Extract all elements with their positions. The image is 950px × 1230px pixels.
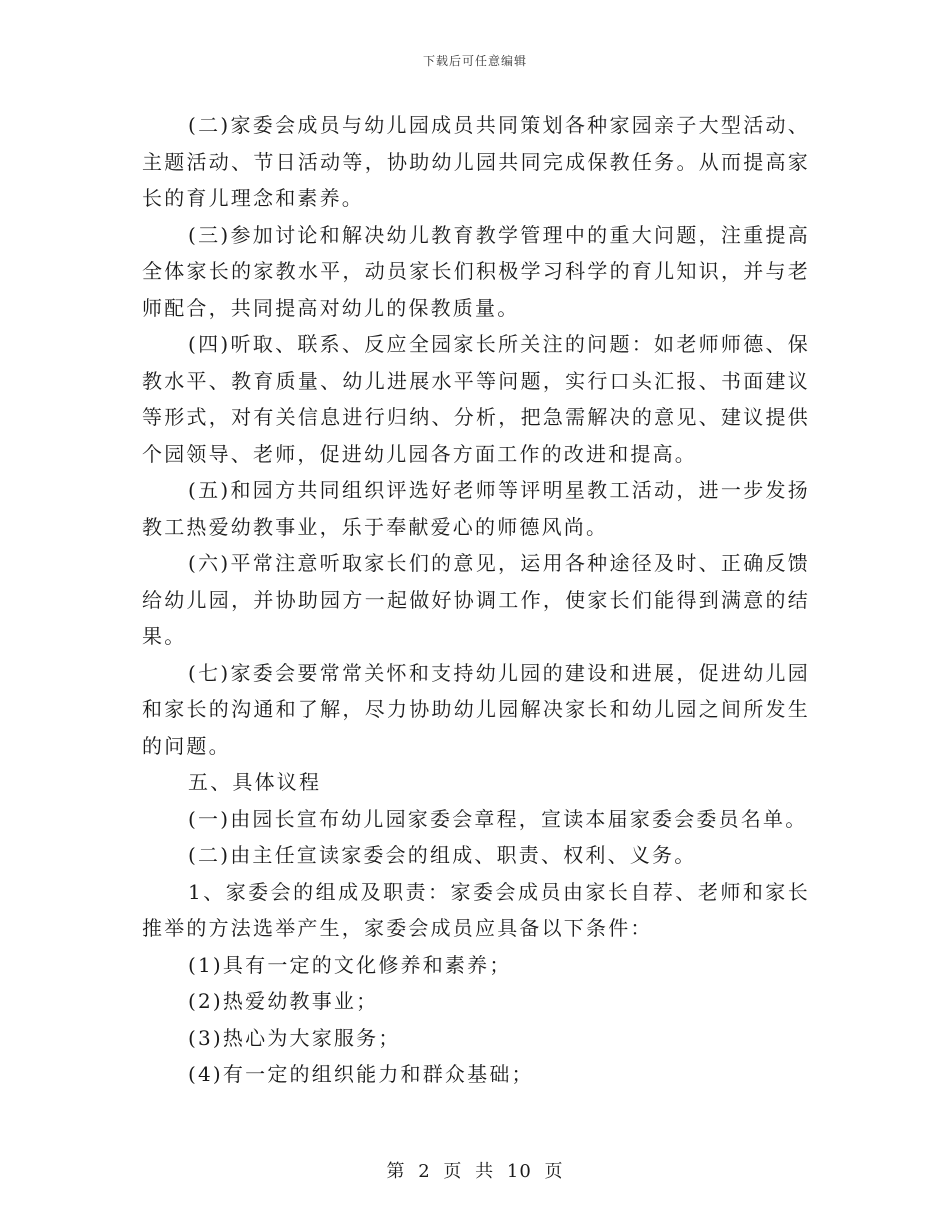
paragraph: (六)平常注意听取家长们的意见，运用各种途径及时、正确反馈给幼儿园，并协助园方一起做好协调工作，使家长们能得到满意的结果。: [142, 551, 810, 648]
total-label: 共: [475, 1161, 495, 1182]
current-page-number: 2: [418, 1161, 431, 1182]
paragraph: (二)家委会成员与幼儿园成员共同策划各种家园亲子大型活动、主题活动、节日活动等，协助幼儿园共同完成保教任务。从而提高家长的育儿理念和素养。: [142, 113, 810, 210]
section-heading: 五、具体议程: [188, 770, 322, 794]
paragraph: (一)由园长宣布幼儿园家委会章程，宣读本届家委会委员名单。: [188, 806, 808, 831]
document-body: [142, 107, 810, 1093]
page-label-prefix: 第: [386, 1161, 406, 1182]
header-note: 下载后可任意编辑: [422, 54, 527, 68]
list-item: (3)热心为大家服务；: [188, 1025, 401, 1050]
page-label-mid: 页: [443, 1161, 463, 1182]
list-item: (4)有一定的组织能力和群众基础；: [188, 1062, 534, 1086]
paragraph: (三)参加讨论和解决幼儿教育教学管理中的重大问题，注重提高全体家长的家教水平，动员家长们积极学习科学的育儿知识，并与老师配合，共同提高对幼儿的保教质量。: [142, 222, 810, 320]
list-item: (1)具有一定的文化修养和素养；: [188, 952, 512, 977]
paragraph: (五)和园方共同组织评选好老师等评明星教工活动，进一步发扬教工热爱幼教事业，乐于奉献爱心的师德风尚。: [142, 478, 810, 539]
paragraph: 1、家委会的组成及职责：家委会成员由家长自荐、老师和家长推举的方法选举产生，家委会成员应具备以下条件：: [142, 879, 810, 940]
total-pages-number: 10: [506, 1161, 532, 1182]
paragraph: (四)听取、联系、反应全园家长所关注的问题：如老师师德、保教水平、教育质量、幼儿进展水平等问题，实行口头汇报、书面建议等形式，对有关信息进行归纳、分析，把急需解决的意见、建议提供个园领导、老师，促进幼儿园各方面工作的改进和提高。: [142, 332, 810, 466]
list-item: (2)热爱幼教事业；: [188, 989, 379, 1013]
paragraph: (二)由主任宣读家委会的组成、职责、权利、义务。: [188, 843, 697, 867]
paragraph: (七)家委会要常常关怀和支持幼儿园的建设和进展，促进幼儿园和家长的沟通和了解，尽力协助幼儿园解决家长和幼儿园之间所发生的问题。: [142, 660, 810, 758]
page-label-suffix: 页: [544, 1161, 564, 1182]
page-number-footer: [0, 1157, 950, 1183]
